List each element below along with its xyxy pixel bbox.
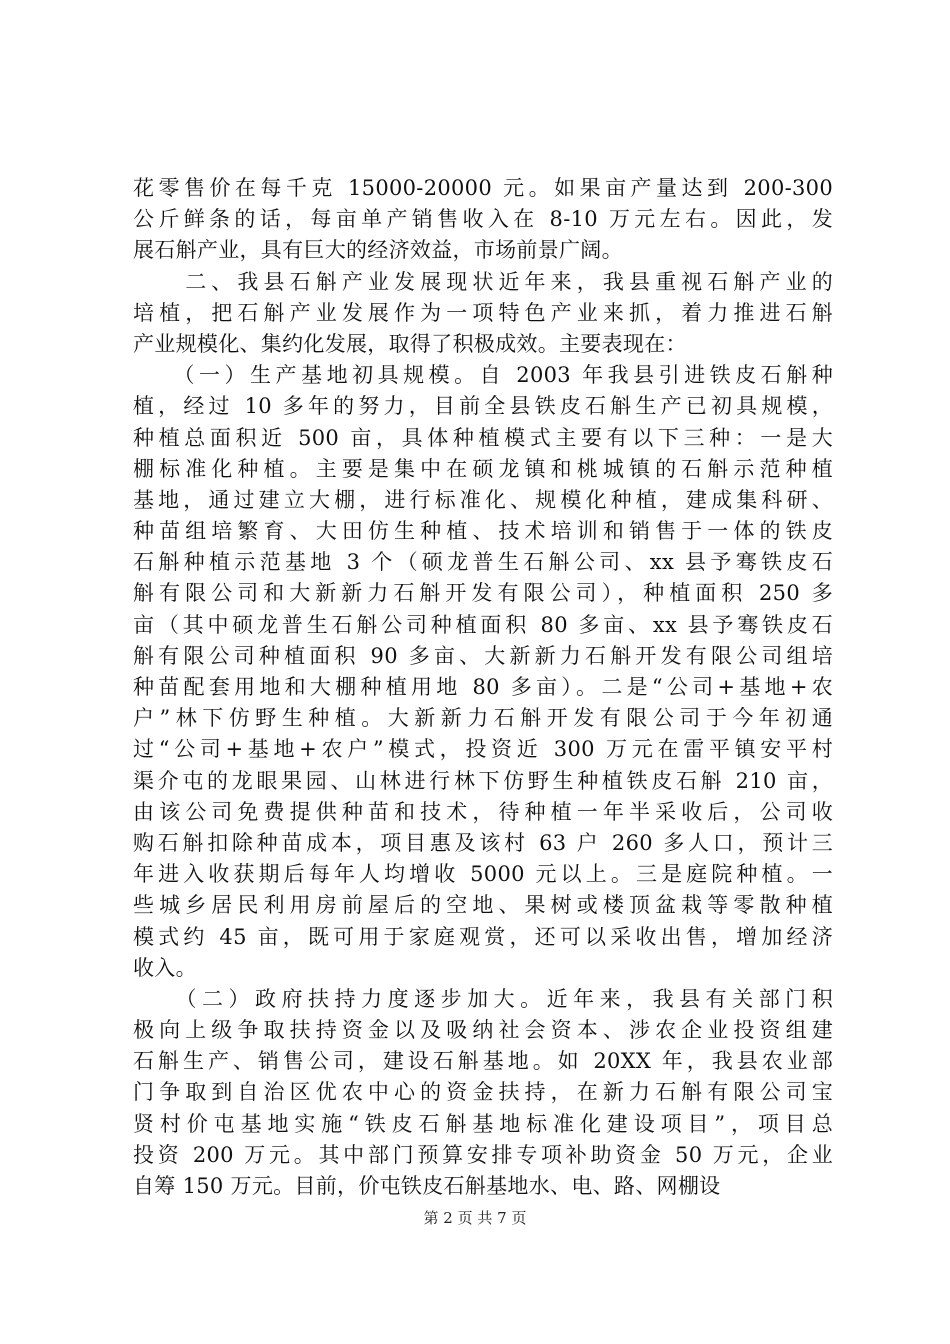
text-line: 植，经过 10 多年的努力，目前全县铁皮石斛生产已初具规模， xyxy=(133,394,833,419)
body-text xyxy=(133,173,833,1202)
text-line: 由该公司免费提供种苗和技术，待种植一年半采收后，公司收 xyxy=(133,799,833,824)
paragraph xyxy=(133,267,833,361)
text-line: 投资 200 万元。其中部门预算安排专项补助资金 50 万元，企业 xyxy=(133,1142,833,1167)
text-line: 种苗组培繁育、大田仿生种植、技术培训和销售于一体的铁皮 xyxy=(133,519,833,544)
text-line: 购石斛扣除种苗成本，项目惠及该村 63 户 260 多人口，预计三 xyxy=(133,830,833,855)
text-line: 公斤鲜条的话，每亩单产销售收入在 8-10 万元左右。因此，发 xyxy=(133,207,833,232)
text-line: 种苗配套用地和大棚种植用地 80 多亩）。二是“公司+基地+农 xyxy=(133,675,833,699)
text-line: （二）政府扶持力度逐步加大。近年来，我县有关部门积 xyxy=(133,986,833,1011)
text-line: 培植，把石斛产业发展作为一项特色产业来抓，着力推进石斛 xyxy=(133,300,833,325)
text-line: 些城乡居民利用房前屋后的空地、果树或楼顶盆栽等零散种植 xyxy=(133,893,833,918)
text-line: 斛有限公司和大新新力石斛开发有限公司），种植面积 250 多 xyxy=(133,581,833,606)
text-line: 二、我县石斛产业发展现状近年来，我县重视石斛产业的 xyxy=(133,269,833,294)
text-line: 极向上级争取扶持资金以及吸纳社会资本、涉农企业投资组建 xyxy=(133,1018,833,1043)
text-line: 模式约 45 亩，既可用于家庭观赏，还可以采收出售，增加经济 xyxy=(133,924,833,949)
text-line: 亩（其中硕龙普生石斛公司种植面积 80 多亩、xx 县予骞铁皮石 xyxy=(133,612,833,637)
text-line: 过“公司+基地+农户”模式，投资近 300 万元在雷平镇安平村 xyxy=(133,737,833,762)
text-line: 花零售价在每千克 15000-20000 元。如果亩产量达到 200-300 xyxy=(133,176,833,200)
page-footer: 第 2 页 共 7 页 xyxy=(423,1209,527,1227)
text-line: 石斛种植示范基地 3 个（硕龙普生石斛公司、xx 县予骞铁皮石 xyxy=(133,550,833,575)
paragraph xyxy=(133,360,833,984)
text-line: 渠介屯的龙眼果园、山林进行林下仿野生种植铁皮石斛 210 亩， xyxy=(133,768,833,793)
paragraph xyxy=(133,984,833,1202)
text-line: 贤村价屯基地实施“铁皮石斛基地标准化建设项目”，项目总 xyxy=(133,1111,833,1136)
text-line: （一）生产基地初具规模。自 2003 年我县引进铁皮石斛种 xyxy=(133,363,833,388)
text-line: 年进入收获期后每年人均增收 5000 元以上。三是庭院种植。一 xyxy=(133,862,833,887)
text-line: 收入。 xyxy=(133,955,197,980)
text-line: 展石斛产业，具有巨大的经济效益，市场前景广阔。 xyxy=(133,238,623,263)
text-line: 户”林下仿野生种植。大新新力石斛开发有限公司于今年初通 xyxy=(133,706,833,731)
text-line: 门争取到自治区优农中心的资金扶持，在新力石斛有限公司宝 xyxy=(133,1080,833,1105)
text-line: 基地，通过建立大棚，进行标准化、规模化种植，建成集科研、 xyxy=(133,487,833,512)
paragraph xyxy=(133,173,833,267)
text-line: 产业规模化、集约化发展，取得了积极成效。主要表现在： xyxy=(133,331,687,356)
text-line: 自筹 150 万元。目前，价屯铁皮石斛基地水、电、路、网棚设 xyxy=(133,1174,721,1198)
text-line: 种植总面积近 500 亩，具体种植模式主要有以下三种：一是大 xyxy=(133,425,833,450)
text-line: 斛有限公司种植面积 90 多亩、大新新力石斛开发有限公司组培 xyxy=(133,643,833,668)
text-line: 石斛生产、销售公司，建设石斛基地。如 20XX 年，我县农业部 xyxy=(133,1049,833,1074)
text-line: 棚标准化种植。主要是集中在硕龙镇和桃城镇的石斛示范种植 xyxy=(133,456,833,481)
